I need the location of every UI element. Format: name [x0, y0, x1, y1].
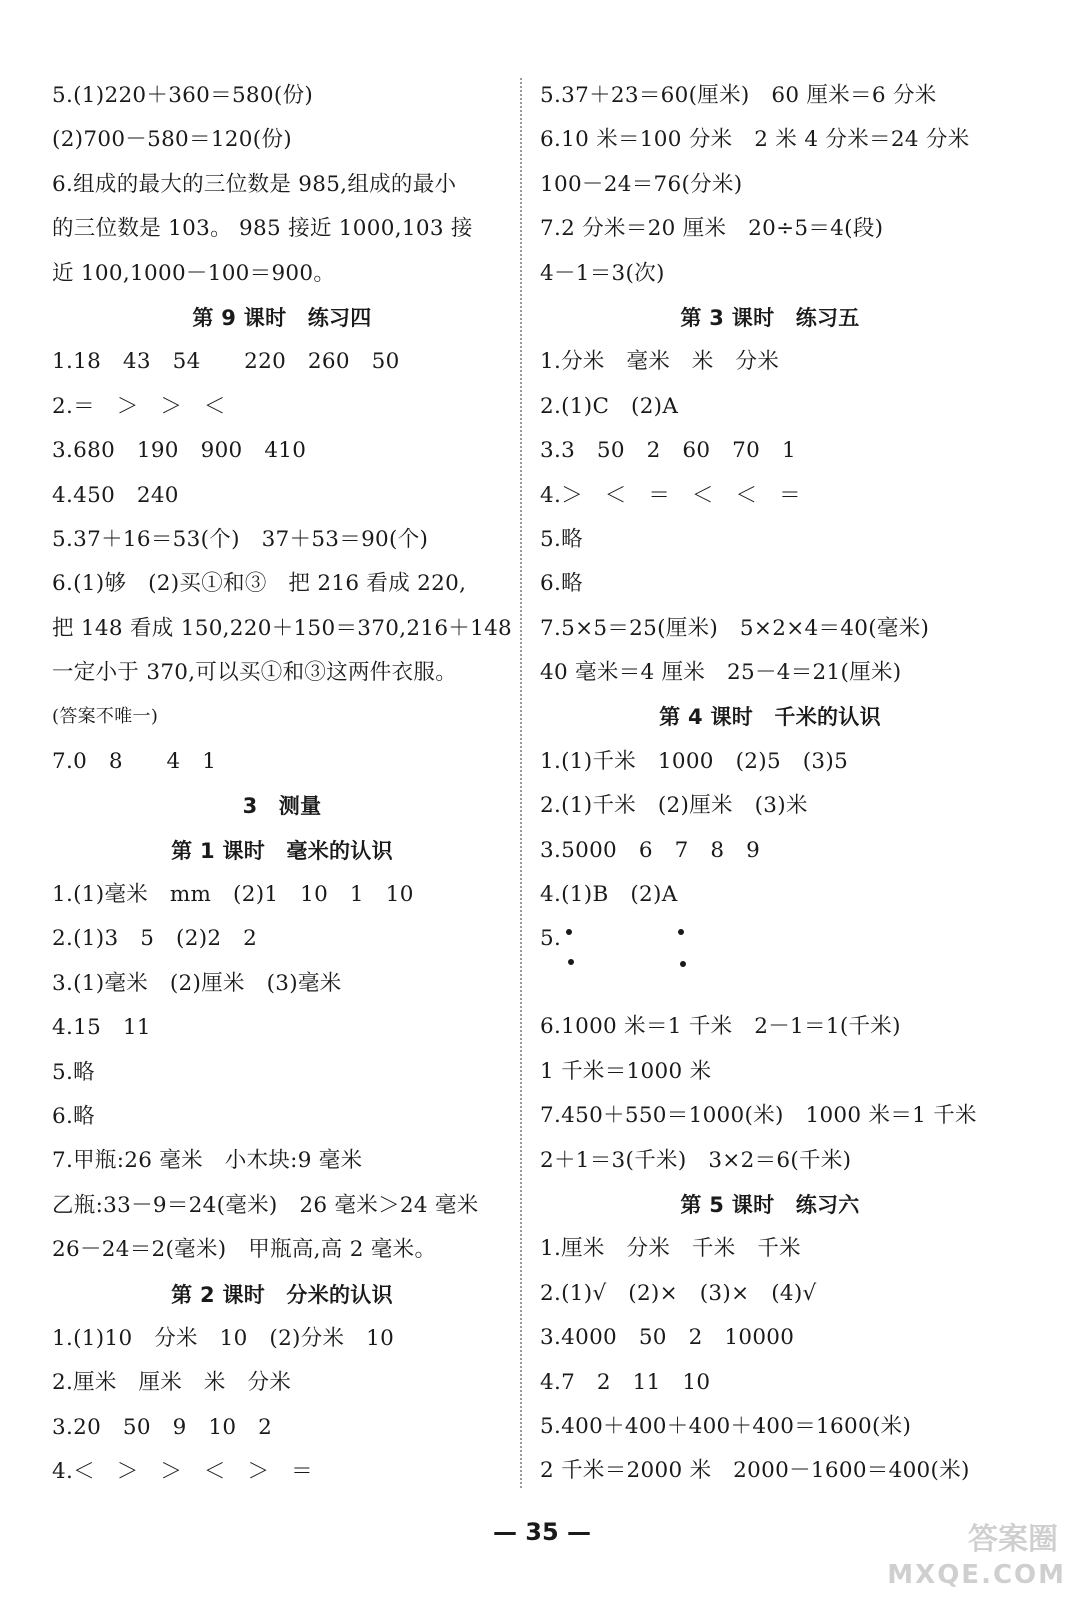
answer-text: 7.0 8 4 1	[52, 748, 217, 774]
answer-text: 2.厘米 厘米 米 分米	[52, 1370, 292, 1396]
dot-mark	[680, 961, 686, 967]
answer-text: 3.3 50 2 60 70 1	[540, 438, 796, 464]
answer-line	[52, 651, 512, 695]
watermark-bottom-text: MXQE.COM	[887, 1560, 1066, 1590]
answer-text: 5.	[540, 926, 562, 952]
answer-line	[52, 1406, 512, 1450]
answer-line	[540, 740, 1000, 784]
answer-text: 7.甲瓶:26 毫米 小木块:9 毫米	[52, 1148, 363, 1174]
answer-line	[540, 1449, 1000, 1493]
answer-text: 4.450 240	[52, 482, 179, 508]
answer-line	[540, 829, 1000, 873]
answer-text: 第 9 课时 练习四	[192, 305, 372, 330]
answer-line	[540, 74, 1000, 118]
answer-text: 乙瓶:33－9＝24(毫米) 26 毫米＞24 毫米	[52, 1192, 479, 1218]
answer-line	[540, 207, 1000, 251]
answer-text: 2＋1＝3(千米) 3×2＝6(千米)	[540, 1147, 852, 1173]
answer-text: 2.(1)3 5 (2)2 2	[52, 926, 258, 952]
answer-text: 1.分米 毫米 米 分米	[540, 349, 780, 375]
dot-mark	[678, 929, 684, 935]
answer-line	[540, 518, 1000, 562]
answer-text: 第 2 课时 分米的认识	[171, 1282, 393, 1307]
answer-text: 2.＝ ＞ ＞ ＜	[52, 393, 226, 419]
answer-line	[52, 1051, 512, 1095]
answer-line	[540, 1272, 1000, 1316]
answer-line	[540, 607, 1000, 651]
answer-text: 4.＜ ＞ ＞ ＜ ＞ ＝	[52, 1459, 313, 1485]
answer-text: 100－24＝76(分米)	[540, 171, 743, 197]
answer-line	[540, 873, 1000, 917]
answer-text: 1.(1)10 分米 10 (2)分米 10	[52, 1325, 395, 1351]
dot-mark	[566, 929, 572, 935]
section-heading	[52, 296, 512, 340]
answer-line	[540, 385, 1000, 429]
answer-line	[52, 1317, 512, 1361]
answer-line	[540, 1361, 1000, 1405]
answer-text: 26－24＝2(毫米) 甲瓶高,高 2 毫米。	[52, 1237, 437, 1263]
answer-text: 的三位数是 103。 985 接近 1000,103 接	[52, 216, 473, 242]
answer-line	[52, 917, 512, 961]
answer-text: 1.(1)千米 1000 (2)5 (3)5	[540, 748, 849, 774]
answer-text: 3.20 50 9 10 2	[52, 1414, 273, 1440]
answer-text: 3.5000 6 7 8 9	[540, 837, 761, 863]
answer-text: 5.37＋23＝60(厘米) 60 厘米＝6 分米	[540, 83, 937, 108]
answer-text: 1.18 43 54 220 260 50	[52, 349, 400, 375]
answer-line	[540, 1005, 1000, 1049]
answer-text: 3.680 190 900 410	[52, 438, 307, 464]
answer-line	[52, 607, 512, 651]
answer-line	[52, 474, 512, 518]
answer-text: 第 1 课时 毫米的认识	[171, 838, 393, 863]
answer-text: 6.1000 米＝1 千米 2－1＝1(千米)	[540, 1014, 901, 1040]
answer-text: 第 4 课时 千米的认识	[659, 705, 881, 730]
answer-line	[52, 385, 512, 429]
section-heading	[540, 695, 1000, 739]
section-heading	[52, 829, 512, 873]
answer-text: 6.略	[540, 571, 583, 597]
answer-text: 4.15 11	[52, 1015, 151, 1041]
answer-text: 6.(1)够 (2)买①和③ 把 216 看成 220,	[52, 571, 467, 597]
answer-text: 5.略	[540, 526, 583, 552]
answer-line	[52, 740, 512, 784]
right-column	[540, 74, 1000, 1494]
answer-line	[540, 163, 1000, 207]
answer-line	[52, 562, 512, 606]
answer-text: 5.(1)220＋360＝580(份)	[52, 83, 314, 108]
answer-text: 第 3 课时 练习五	[680, 305, 860, 330]
answer-line	[52, 118, 512, 162]
answer-text: 近 100,1000－100＝900。	[52, 260, 336, 286]
section-heading	[52, 784, 512, 828]
answer-line	[540, 1050, 1000, 1094]
answer-line	[52, 1184, 512, 1228]
answer-line	[52, 252, 512, 296]
answer-text: 5.略	[52, 1059, 95, 1085]
answer-text: 3.4000 50 2 10000	[540, 1325, 795, 1351]
answer-text: 6.略	[52, 1103, 95, 1129]
answer-text: 5.37＋16＝53(个) 37＋53＝90(个)	[52, 526, 429, 552]
answer-text: 1.(1)毫米 mm (2)1 10 1 10	[52, 882, 414, 908]
watermark-top-text: 答案圈	[968, 1522, 1058, 1557]
dot-mark	[568, 959, 574, 965]
answer-line	[52, 429, 512, 473]
answer-line	[540, 784, 1000, 828]
answer-line	[540, 252, 1000, 296]
answer-text: 2.(1)√ (2)× (3)× (4)√	[540, 1280, 817, 1306]
watermark-logo	[887, 1510, 1066, 1590]
dot-figure	[540, 917, 740, 987]
answer-line	[52, 340, 512, 384]
answer-text: 2.(1)C (2)A	[540, 393, 679, 419]
answer-text: 40 毫米＝4 厘米 25－4＝21(厘米)	[540, 660, 902, 686]
answer-text: 第 5 课时 练习六	[680, 1192, 860, 1217]
answer-line	[540, 1094, 1000, 1138]
answer-line	[540, 1227, 1000, 1271]
left-column	[52, 74, 512, 1495]
answer-text: 4.(1)B (2)A	[540, 882, 678, 908]
page-number: — 35 —	[492, 1518, 592, 1546]
answer-text: 3.(1)毫米 (2)厘米 (3)毫米	[52, 970, 342, 996]
answer-line	[52, 74, 512, 118]
answer-line	[540, 1405, 1000, 1449]
answer-line	[540, 474, 1000, 518]
answer-text: 7.5×5＝25(厘米) 5×2×4＝40(毫米)	[540, 615, 930, 641]
section-heading	[540, 296, 1000, 340]
answer-line	[52, 873, 512, 917]
answer-line	[52, 1228, 512, 1272]
answer-line	[52, 1139, 512, 1183]
answer-line	[52, 1006, 512, 1050]
answer-text: 2 千米＝2000 米 2000－1600＝400(米)	[540, 1458, 970, 1484]
answer-line	[540, 340, 1000, 384]
answer-line	[540, 1316, 1000, 1360]
answer-line	[52, 1361, 512, 1405]
answer-text: (2)700－580＝120(份)	[52, 127, 292, 153]
answer-text: 3 测量	[242, 794, 322, 819]
answer-line	[540, 429, 1000, 473]
answer-text: 4.＞ ＜ ＝ ＜ ＜ ＝	[540, 482, 801, 508]
answer-text: 把 148 看成 150,220＋150＝370,216＋148	[52, 615, 513, 641]
answer-text: 7.2 分米＝20 厘米 20÷5＝4(段)	[540, 216, 884, 242]
answer-line	[540, 562, 1000, 606]
column-divider	[520, 78, 522, 1488]
answer-line	[540, 1139, 1000, 1183]
answer-line	[540, 651, 1000, 695]
answer-text: 5.400＋400＋400＋400＝1600(米)	[540, 1413, 912, 1439]
answer-line	[52, 1450, 512, 1494]
section-heading	[52, 1273, 512, 1317]
answer-line	[52, 695, 512, 739]
answer-line	[540, 917, 1000, 1005]
answer-line	[52, 962, 512, 1006]
answer-text: 1 千米＝1000 米	[540, 1058, 712, 1084]
answer-line	[52, 1095, 512, 1139]
answer-text: 4.7 2 11 10	[540, 1369, 711, 1395]
answer-line	[52, 518, 512, 562]
answer-text: (答案不唯一)	[52, 706, 159, 728]
answer-text: 7.450＋550＝1000(米) 1000 米＝1 千米	[540, 1103, 977, 1129]
answer-text: 2.(1)千米 (2)厘米 (3)米	[540, 793, 808, 819]
section-heading	[540, 1183, 1000, 1227]
answer-text: 1.厘米 分米 千米 千米	[540, 1236, 801, 1262]
answer-line	[52, 163, 512, 207]
answer-line	[540, 118, 1000, 162]
answer-line	[52, 207, 512, 251]
answer-text: 6.组成的最大的三位数是 985,组成的最小	[52, 171, 457, 197]
answer-text: 6.10 米＝100 分米 2 米 4 分米＝24 分米	[540, 127, 970, 153]
answer-text: 一定小于 370,可以买①和③这两件衣服。	[52, 660, 458, 686]
answer-text: 4－1＝3(次)	[540, 260, 665, 286]
